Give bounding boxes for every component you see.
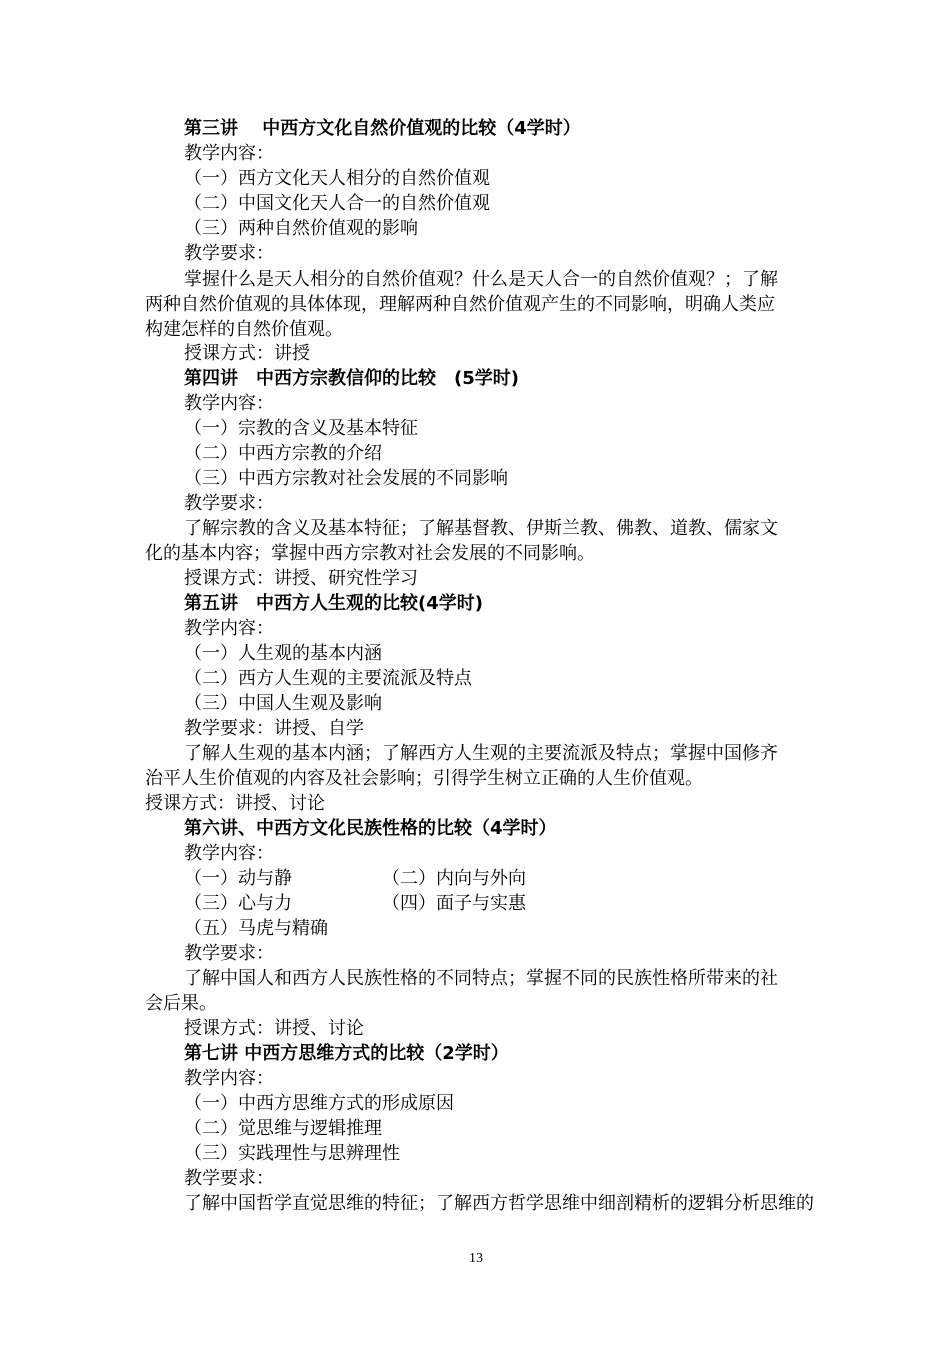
page-number: 13: [469, 1251, 483, 1266]
lecture-5-item-3: （三）中国人生观及影响: [184, 693, 382, 714]
lecture-3-requirement-line-1: 掌握什么是天人相分的自然价值观？什么是天人合一的自然价值观？；了解: [184, 269, 778, 290]
lecture-6-requirement-line-1: 了解中国人和西方人民族性格的不同特点；掌握不同的民族性格所带来的社: [184, 968, 778, 989]
lecture-3-item-1: （一）西方文化天人相分的自然价值观: [184, 168, 490, 189]
lecture-7-item-2: （二）觉思维与逻辑推理: [184, 1118, 382, 1139]
lecture-6-item-row-2: [184, 891, 526, 916]
lecture-5-requirement-line-1: 了解人生观的基本内涵；了解西方人生观的主要流派及特点；掌握中国修齐: [184, 743, 778, 764]
lecture-6-item-5: （五）马虎与精确: [184, 918, 328, 939]
lecture-3-requirement-line-2: 两种自然价值观的具体体现，理解两种自然价值观产生的不同影响，明确人类应: [145, 294, 775, 315]
lecture-6-requirement-label: 教学要求：: [184, 943, 274, 964]
lecture-4-item-1: （一）宗教的含义及基本特征: [184, 418, 418, 439]
lecture-3-item-2: （二）中国文化天人合一的自然价值观: [184, 193, 490, 214]
lecture-5-method: 授课方式：讲授、讨论: [145, 793, 325, 814]
lecture-4-title: 第四讲 中西方宗教信仰的比较 (5学时): [184, 368, 519, 389]
lecture-7-item-3: （三）实践理性与思辨理性: [184, 1143, 400, 1164]
lecture-6-item-4: （四）面子与实惠: [382, 893, 526, 914]
lecture-6-item-2: （二）内向与外向: [382, 868, 526, 889]
lecture-5-content-label: 教学内容：: [184, 618, 274, 639]
lecture-5-item-1: （一）人生观的基本内涵: [184, 643, 382, 664]
lecture-3-requirement-label: 教学要求：: [184, 243, 274, 264]
lecture-5-title: 第五讲 中西方人生观的比较(4学时): [184, 593, 483, 614]
lecture-6-item-3: （三）心与力: [184, 893, 292, 914]
lecture-6-item-1: （一）动与静: [184, 868, 292, 889]
lecture-6-requirement-line-2: 会后果。: [145, 993, 217, 1014]
lecture-6-item-row-1: [184, 866, 526, 891]
lecture-4-requirement-line-1: 了解宗教的含义及基本特征；了解基督教、伊斯兰教、佛教、道教、儒家文: [184, 518, 778, 539]
lecture-3-content-label: 教学内容：: [184, 143, 274, 164]
lecture-6-title: 第六讲、中西方文化民族性格的比较（4学时）: [184, 818, 557, 839]
lecture-3-requirement-line-3: 构建怎样的自然价值观。: [145, 319, 343, 340]
lecture-7-requirement-label: 教学要求：: [184, 1168, 274, 1189]
lecture-7-item-1: （一）中西方思维方式的形成原因: [184, 1093, 454, 1114]
lecture-4-requirement-label: 教学要求：: [184, 493, 274, 514]
lecture-4-method: 授课方式：讲授、研究性学习: [184, 568, 418, 589]
lecture-6-method: 授课方式：讲授、讨论: [184, 1018, 364, 1039]
lecture-3-item-3: （三）两种自然价值观的影响: [184, 218, 418, 239]
lecture-3-method: 授课方式：讲授: [184, 343, 310, 364]
lecture-7-content-label: 教学内容：: [184, 1068, 274, 1089]
lecture-4-item-2: （二）中西方宗教的介绍: [184, 443, 382, 464]
lecture-7-requirement-line-1: 了解中国哲学直觉思维的特征；了解西方哲学思维中细剖精析的逻辑分析思维的: [184, 1193, 814, 1214]
lecture-7-title: 第七讲 中西方思维方式的比较（2学时）: [184, 1043, 509, 1064]
lecture-4-content-label: 教学内容：: [184, 393, 274, 414]
lecture-6-content-label: 教学内容：: [184, 843, 274, 864]
lecture-4-requirement-line-2: 化的基本内容；掌握中西方宗教对社会发展的不同影响。: [145, 543, 595, 564]
lecture-5-requirement-label: 教学要求：讲授、自学: [184, 718, 364, 739]
lecture-3-title: 第三讲 中西方文化自然价值观的比较（4学时）: [184, 118, 581, 139]
lecture-5-item-2: （二）西方人生观的主要流派及特点: [184, 668, 472, 689]
lecture-4-item-3: （三）中西方宗教对社会发展的不同影响: [184, 468, 508, 489]
lecture-5-requirement-line-2: 治平人生价值观的内容及社会影响；引得学生树立正确的人生价值观。: [145, 768, 703, 789]
